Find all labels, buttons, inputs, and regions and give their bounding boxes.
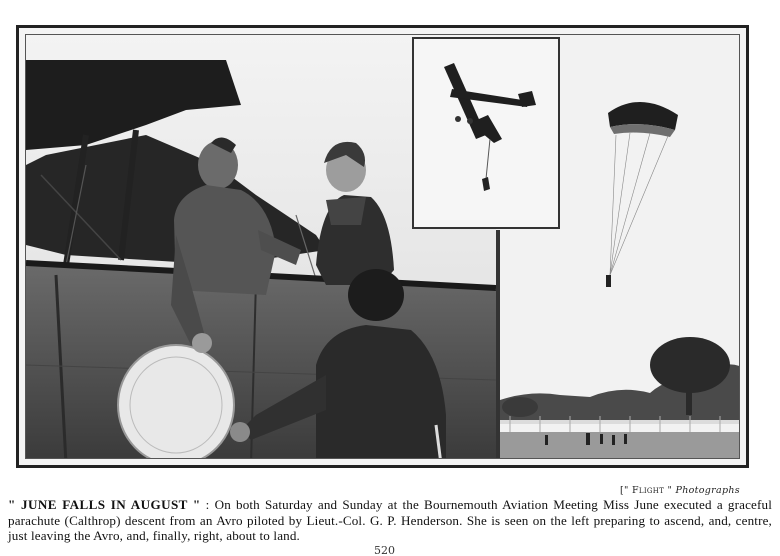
photo-credit (620, 485, 740, 496)
photo-inset-image (414, 39, 558, 227)
photo-plate (16, 25, 749, 468)
caption-body: : On both Saturday and Sunday at the Bournemouth Aviation Meeting Miss June executed a graceful parachute (Calthrop) descent from an Avro piloted by Lieut.-Col. G. P. Henderson. She is seen on the left preparing to ascend, and, centre, just leaving the Avro, and, finally, right, about to land. (8, 497, 772, 543)
photo-divider (496, 230, 500, 459)
photo-credit-label: Photographs (675, 485, 740, 496)
photo-credit-source: " Flight " (624, 485, 673, 496)
photo-caption (8, 497, 772, 544)
photo-credit-bracket: [ (620, 485, 625, 496)
page-number: 520 (374, 545, 395, 556)
photo-parachutist-leaving-avro (412, 37, 560, 229)
photo-plate-inner (25, 34, 740, 459)
caption-headline: " JUNE FALLS IN AUGUST " (8, 497, 201, 512)
